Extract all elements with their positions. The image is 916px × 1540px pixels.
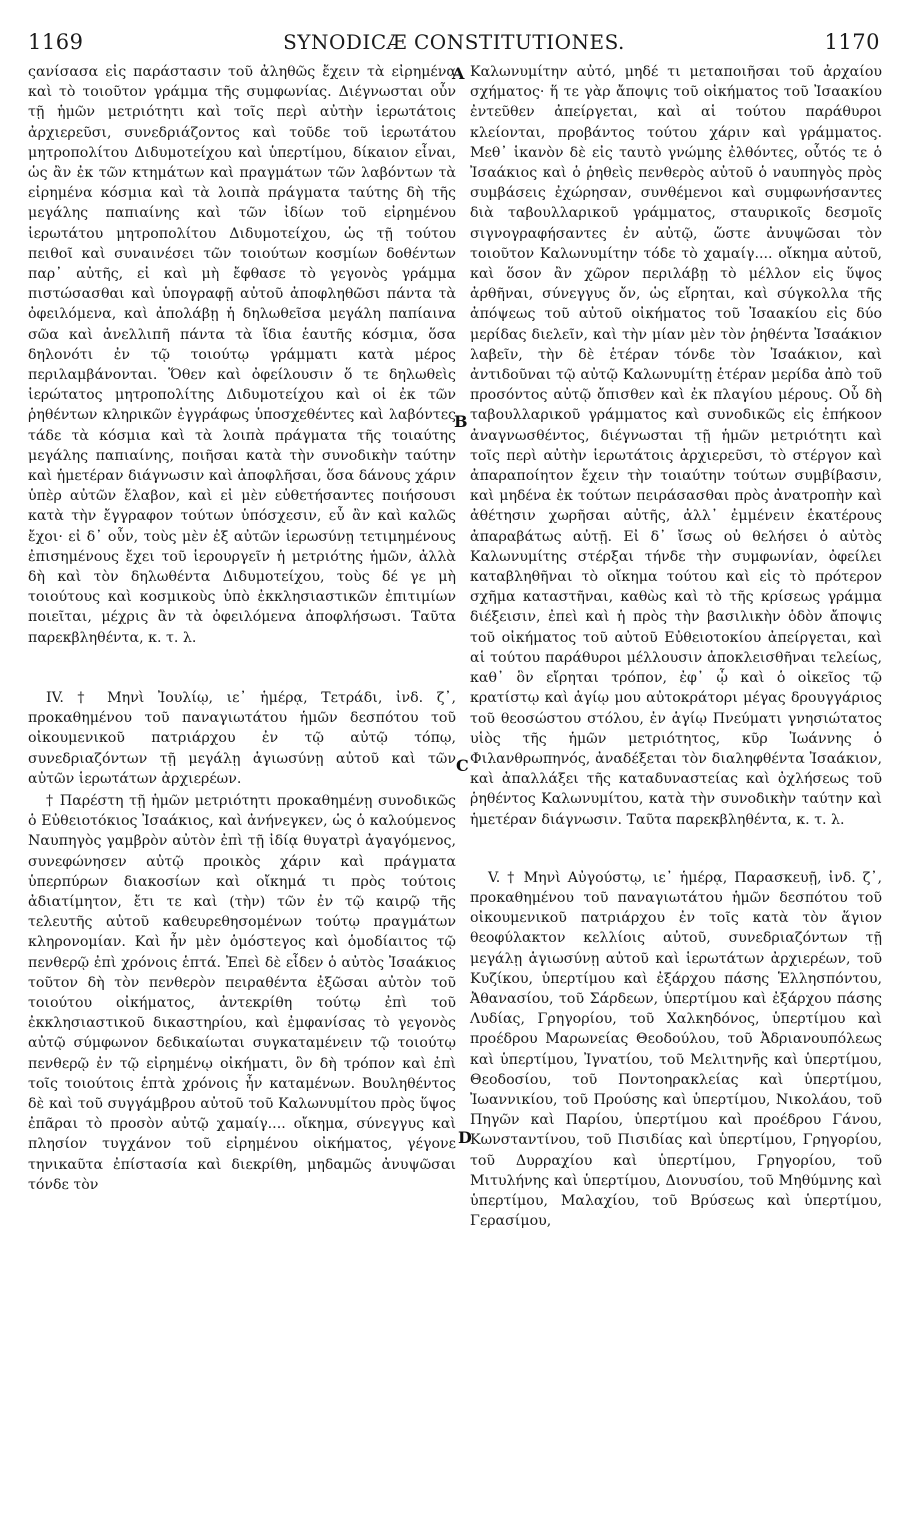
running-header bbox=[28, 30, 880, 56]
left-column bbox=[28, 62, 456, 1195]
margin-marker-c: C bbox=[456, 756, 469, 775]
left-paragraph-continued: ςανίσασα εἰς παράστασιν τοῦ ἀληθῶς ἔχειν τὰ εἰρημένα καὶ τὸ τοιοῦτον γράμμα τῆς συμφωνίας. Διέγνωσται οὖν τῇ ἡμῶν μετριότητι καὶ τοῖς περὶ αὐτὴν ἱερωτάτοις ἀρχιερεῦσι, συνεδριάζοντος καὶ τοῦδε τοῦ ἱερωτάτου μητροπολίτου Διδυμοτείχου καὶ ὑπερτίμου, δίκαιον εἶναι, ὡς ἂν ἐκ τῶν κτημάτων καὶ πραγμάτων τῶν λαβόντων τὰ εἰρημένα κόσμια καὶ τὰ λοιπὰ πράγματα ταύτης δὴ τῆς μεγάλης παπιαίνης καὶ τῶν ἰδίων τοῦ εἰρημένου ἱερωτάτου μητροπολίτου Διδυμοτείχου, ὡς τῇ τούτου πειθοῖ καὶ συναινέσει τῶν τοιούτων κοσμίων δοθέντων παρ᾽ αὐτῆς, εἰ καὶ μὴ ἔφθασε τὸ γεγονὸς γράμμα πιστώσασθαι καὶ ὑπογραφῇ αὐτοῦ ἀποφληθῶσι πάντα τὰ ὀφειλόμενα, καὶ ἀπολάβῃ ἡ δηλωθεῖσα μεγάλη παπίαινα σῶα καὶ ἀνελλιπῆ πάντα τὰ ἴδια ἑαυτῆς κόσμια, ὅσα δηλονότι ἐν τῷ τοιούτῳ γράμματι κατὰ μέρος περιλαμβάνονται. Ὅθεν καὶ ὀφείλουσιν ὅ τε δηλωθεὶς ἱερώτατος μητροπολίτης Διδυμοτείχου καὶ οἱ ἐκ τῶν ῥηθέντων κληρικῶν ἐγγράφως ὑποσχεθέντες καὶ λαβόντες τάδε τὰ κόσμια καὶ τὰ λοιπὰ πράγματα τῆς τοιαύτης μεγάλης παπιαίνης, ποιῆσαι κατὰ τὴν συνοδικὴν ταύτην καὶ ἡμετέραν διάγνωσιν καὶ ἀποφλῆσαι, ὅσα δάνους χάριν ὑπὲρ αὐτῶν ἔλαβον, καὶ εἰ μὲν εὐθετήσαντες ποιήσουσι κατὰ τὴν ἔγγραφον τούτων ὑπόσχεσιν, εὖ ἂν καὶ καλῶς ἔχοι· εἰ δ᾽ οὖν, τοὺς μὲν ἐξ αὐτῶν ἱερωσύνῃ τετιμημένους ἐπισημένους ἔχει τοῦ ἱερουργεῖν ἡ μετριότης ἡμῶν, ἀλλὰ δὴ καὶ τὸν δηλωθέντα Διδυμοτείχου, τοὺς δέ γε μὴ τοιούτους καὶ κοσμικοὺς ὑπὸ ἐκκλησιαστικῶν ἐπιτιμίων ποιεῖται, μέχρις ἂν τὰ ὀφειλόμενα ἀποφλήσωσι. Ταῦτα παρεκβληθέντα, κ. τ. λ. bbox=[28, 64, 456, 646]
right-column bbox=[470, 62, 882, 1231]
section-iv-body: † Παρέστη τῇ ἡμῶν μετριότητι προκαθημένῃ συνοδικῶς ὁ Εὐθειοτόκιος Ἰσαάκιος, καὶ ἀνήνεγκεν, ὡς ὁ καλούμενος Ναυπηγὸς γαμβρὸν αὐτὸν ἐπὶ τῇ ἰδίᾳ θυγατρὶ ἀγαγόμενος, συνεφώνησεν αὐτῷ προικὸς χάριν καὶ πράγματα ὑπερπύρων διακοσίων καὶ οἴκημά τι πρὸς τούτοις ἀδιατίμητον, ἔτι τε καὶ (τὴν) τῶν ἐν τῷ καιρῷ τῆς τελευτῆς αὐτοῦ καθευρεθησομένων τούτῳ πραγμάτων κληρονομίαν. Καὶ ἦν μὲν ὁμόστεγος καὶ ὁμοδίαιτος τῷ πενθερῷ ἐπὶ χρόνοις ἑπτά. Ἐπεὶ δὲ εἶδεν ὁ αὐτὸς Ἰσαάκιος τοῦτον δὴ τὸν πενθερὸν πειραθέντα ἐξῶσαι αὐτὸν τοῦ τοιούτου οἰκήματος, ἀντεκρίθη τούτῳ ἐπὶ τοῦ ἐκκλησιαστικοῦ δικαστηρίου, καὶ ἐμφανίσας τὸ γεγονὸς αὐτῷ σύμφωνον δεδικαίωται συγκαταμένειν τῷ τοιούτῳ πενθερῷ ἐν τῷ εἰρημένῳ οἰκήματι, ὃν δὴ τρόπον καὶ ἐπὶ τοῖς τοιούτοις ἑπτὰ χρόνοις ἦν καταμένων. Βουληθέντος δὲ καὶ τοῦ συγγάμβρου αὐτοῦ τοῦ Καλωνυμίτου πρὸς ὕψος ἐπᾶραι τὸ προσὸν αὐτῷ χαμαίγ.... οἴκημα, σύνεγγυς καὶ πλησίον τυγχάνον τοῦ εἰρημένου οἰκήματος, γέγονε τηνικαῦτα ἐπίστασία καὶ διεκρίθη, μηδαμῶς ἀνυψῶσαι τόνδε τὸν bbox=[28, 792, 456, 1193]
right-paragraph-continued: Καλωνυμίτην αὐτό, μηδέ τι μεταποιῆσαι τοῦ ἀρχαίου σχήματος· ἥ τε γὰρ ἄποψις τοῦ οἰκήματος τοῦ Ἰσαακίου ἐντεῦθεν ἀπείργεται, καὶ αἱ τούτου παράθυροι κλείονται, προβάντος τούτου χάριν καὶ γράμματος. Μεθ᾽ ἱκανὸν δὲ εἰς ταυτὸ γνώμης ἐλθόντες, οὗτός τε ὁ Ἰσαάκιος καὶ ὁ ῥηθεὶς πενθερὸς αὐτοῦ ὁ ναυπηγὸς πρὸς συμβάσεις ἐχώρησαν, συνθέμενοι καὶ συμφωνήσαντες διὰ ταβουλλαρικοῦ γράμματος, σταυρικοῖς δεσμοῖς σιγνογραφήσαντες ἐν αὐτῷ, ὥστε ἀνυψῶσαι τὸν τοιοῦτον Καλωνυμίτην τόδε τὸ χαμαίγ.... οἴκημα αὐτοῦ, καὶ ὅσον ἂν χῶρον περιλάβῃ τὸ μέλλον εἰς ὕψος ἀρθῆναι, σύνεγγυς ὄν, ὡς εἴρηται, καὶ σύγκολλα τῆς ἀπόψεως τοῦ αὐτοῦ οἰκήματος τοῦ Ἰσαακίου εἰς δύο μερίδας διελεῖν, καὶ τὴν μίαν μὲν τὸν ῥηθέντα Ἰσαάκιον λαβεῖν, τὴν δὲ ἑτέραν τόνδε τὸν Ἰσαάκιον, καὶ ἀντιδοῦναι τῷ αὐτῷ Καλωνυμίτῃ ἑτέραν μερίδα ἀπὸ τοῦ προσόντος αὐτῷ ὄπισθεν καὶ ἐκ πλαγίου μέρους. Οὗ δὴ ταβουλλαρικοῦ γράμματος καὶ συνοδικῶς εἰς ἐπήκοον ἀναγνωσθέντος, διέγνωσται τῇ ἡμῶν μετριότητι καὶ τοῖς περὶ αὐτὴν ἱερωτάτοις ἀρχιερεῦσι, τὸ στέργον καὶ ἀπαραποίητον ἔχειν τὴν τοιαύτην τούτων συμβίβασιν, καὶ μηδένα ἐκ τούτων πειράσασθαι πρὸς ἀνατροπὴν καὶ ἀθέτησιν χωρῆσαι αὐτῆς, ἀλλ᾽ ἐμμένειν ἑκατέρους ἀπαραβάτως αὐτῇ. Εἰ δ᾽ ἴσως οὐ θελήσει ὁ αὐτὸς Καλωνυμίτης στέρξαι τήνδε τὴν συμφωνίαν, ὀφείλει καταβληθῆναι τὸ οἴκημα τούτου καὶ εἰς τὸ πρότερον σχῆμα καταστῆναι, καθὼς καὶ τὸ τῆς κρίσεως γράμμα διέξεισιν, ἐπεὶ καὶ ἡ πρὸς τὴν βασιλικὴν ὁδὸν ἄποψις τοῦ οἰκήματος τοῦ αὐτοῦ Εὐθειοτοκίου ἀπείργεται, καὶ αἱ τούτου παράθυροι μέλλουσιν ἀποκλεισθῆναι τελείως, καθ᾽ ὃν εἴρηται τρόπον, ἐφ᾽ ᾧ καὶ ὁ οἰκεῖος τῷ κρατίστῳ καὶ ἁγίῳ μου αὐτοκράτορι μέγας δρουγγάριος τοῦ θεοσώστου στόλου, ἐν ἁγίῳ Πνεύματι γνησιώτατος υἱὸς τῆς ἡμῶν μετριότητος, κῦρ Ἰωάννης ὁ Φιλανθρωπηνός, ἀναδέξεται τὸν διαληφθέντα Ἰσαάκιον, καὶ ἀπαλλάξει τῆς καταδυναστείας καὶ ὀχλήσεως τοῦ ῥηθέντος Καλωνυμίτου, κατὰ τὴν συνοδικὴν ταύτην καὶ ἡμετέραν διάγνωσιν. Ταῦτα παρεκβληθέντα, κ. τ. λ. bbox=[470, 64, 882, 828]
section-v-heading: V. † Μηνὶ Αὐγούστῳ, ιε᾽ ἡμέρᾳ, Παρασκευῇ, ἰνδ. ζ᾽, προκαθημένου τοῦ παναγιωτάτου ἡμῶν δεσπότου τοῦ οἰκουμενικοῦ πατριάρχου ἐν τοῖς κατὰ τὸν ἅγιον θεοφύλακτον κελλίοις αὐτοῦ, συνεδριαζόντων τῇ μεγάλῃ ἁγιωσύνῃ αὐτοῦ καὶ ἱερωτάτων ἀρχιερέων, τοῦ Κυζίκου, ὑπερτίμου καὶ ἐξάρχου πάσης Ἑλλησπόντου, Ἀθανασίου, τοῦ Σάρδεων, ὑπερτίμου καὶ ἐξάρχου πάσης Λυδίας, Γρηγορίου, τοῦ Χαλκηδόνος, ὑπερτίμου καὶ προέδρου Μαρωνείας Θεοδούλου, τοῦ Ἀδριανουπόλεως καὶ ὑπερτίμου, Ἰγνατίου, τοῦ Μελιτηνῆς καὶ ὑπερτίμου, Θεοδοσίου, τοῦ Ποντοηρακλείας καὶ ὑπερτίμου, Ἰωαννικίου, τοῦ Προύσης καὶ ὑπερτίμου, Νικολάου, τοῦ Πηγῶν καὶ Παρίου, ὑπερτίμου καὶ προέδρου Γάνου, Κωνσταντίνου, τοῦ Πισιδίας καὶ ὑπερτίμου, Γρηγορίου, τοῦ Δυρραχίου καὶ ὑπερτίμου, Γρηγορίου, τοῦ Μιτυλήνης καὶ ὑπερτίμου, Διονυσίου, τοῦ Μηθύμνης καὶ ὑπερτίμου, Μαλαχίου, τοῦ Βρύσεως καὶ ὑπερτίμου, Γερασίμου, bbox=[470, 869, 882, 1230]
running-title: SYNODICÆ CONSTITUTIONES. bbox=[283, 30, 625, 54]
margin-marker-b: B bbox=[454, 412, 468, 431]
margin-marker-d: D bbox=[458, 1128, 472, 1147]
page-number-left: 1169 bbox=[28, 30, 84, 54]
margin-marker-a: A bbox=[452, 64, 465, 83]
section-iv-heading: IV. † Μηνὶ Ἰουλίῳ, ιε᾽ ἡμέρᾳ, Τετράδι, ἰνδ. ζ᾽, προκαθημένου τοῦ παναγιωτάτου ἡμῶν δεσπότου τοῦ οἰκουμενικοῦ πατριάρχου ἐν τῷ αὐτῷ τόπῳ, συνεδριαζόντων τῇ μεγάλῃ ἁγιωσύνῃ αὐτοῦ καὶ τῶν αὐτῶν ἱερωτάτων ἀρχιερέων. bbox=[28, 689, 456, 787]
page-number-right: 1170 bbox=[824, 30, 880, 54]
